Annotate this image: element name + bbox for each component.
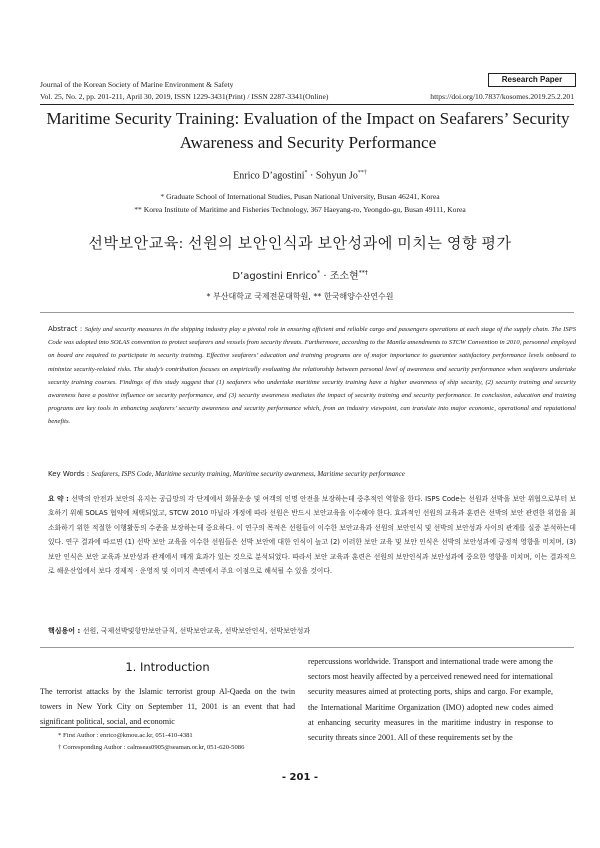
korean-author-line [0,267,600,282]
author-separator: · [307,170,316,182]
body-column-right: repercussions worldwide. Transport and international trade were among the sectors most heavily affected by a perceived renewed need for international security measures aimed at protecting ports, ships and cargo. For example, the International Maritime Organization (IMO) adopted new codes aimed at enhancing security measures in the maritime industry in response to security threats since 2001. All of these requirements set by the [308,657,553,743]
affiliation-1: * Graduate School of International Studies, Pusan National University, Busan 46241, Korea [160,192,440,201]
research-paper-badge: Research Paper [488,73,576,87]
section-heading-introduction: 1. Introduction [125,660,210,674]
korean-affiliation: * 부산대학교 국제전문대학원, ** 한국해양수산연수원 [206,292,394,301]
abstract [48,323,576,429]
header-rule [40,104,574,105]
author-1: Enrico D’agostini [233,170,305,182]
doi-link[interactable]: https://doi.org/10.7837/kosomes.2019.25.2.201 [430,92,574,101]
keywords-label: Key Words : [48,470,92,478]
korean-author-2: 조소현 [329,271,359,282]
korean-abstract-text: 선박의 안전과 보안의 유지는 공급망의 각 단계에서 화물운송 및 여객의 인명 안전을 보장하는데 중추적인 역할을 한다. ISPS Code는 선원과 선박을 보안 위협으로부터 보호하기 위해 SOLAS 협약에 채택되었고, STCW 2010 마닐라 개정에 따라 선원은 반드시 보안교육을 이수해야 한다. 효과적인 선원의 교육과 훈련은 선박의 보안 관련한 위험을 최소화하기 위한 적절한 이행활동의 수준을 보장하는데 중요하다. 이 연구의 목적은 선원들이 이수한 보안교육과 선원의 보안인식 및 선박의 보안성과 사이의 관계를 실증 분석하는데 있다. 연구 결과에 따르면 (1) 선박 보안 교육을 이수한 선원들은 선박 보안에 대한 인식이 높고 (2) 이러한 보안 교육 및 보안 인식은 선박의 보안성과에 긍정적 영향을 미치며, (3) 보안 인식은 보안 교육과 보안성과 관계에서 매개 효과가 있는 것으로 분석되었다. 따라서 보안 교육과 훈련은 선원의 보안인식과 보안성과에 중요한 영향을 미치며, 이는 결과적으로 해운산업에서 보다 경제적 · 운영적 및 이미지 측면에서 주요 이점으로 해석될 수 있을 것이다. [48,495,576,576]
korean-author-1-mark: * [317,269,321,277]
author-1-mark: * [304,170,308,176]
title-line-1: Maritime Security Training: Evaluation of the Impact on Seafarers’ Security [46,109,570,128]
author-2: Sohyun Jo [315,170,358,182]
korean-keywords-text: 선원, 국제선박및항만보안규칙, 선박보안교육, 선박보안인식, 선박보안성과 [82,627,311,635]
footnote-rule [40,727,150,728]
paper-title [30,107,586,155]
abstract-bottom-rule [40,647,574,648]
abstract-text: Safety and security measures in the shipping industry play a pivotal role in ensuring efficient and reliable cargo and passengers operations at each stage of the supply chain. The ISPS Code was adopted into SOLAS convention to protect seafarers and vessels from security threats. Furthermore, according to the Manila amendments to STCW Convention in 2010, personnel employed on board are required to participate in security training. Effective seafarers’ education and training programs are of major importance to guarantee satisfactory performance levels onboard to minimize security-related risks. The study’s contribution focuses on empirically evaluating the relationship between personal level of awareness and security performance when seafarers undertake security training courses. Findings of this study suggest that (1) seafarers who undertake maritime security training have a higher awareness of ship security, (2) security training and security awareness have a positive influence on security performance, and (3) security awareness mediates the impact of security training and security performance. In conclusion, education and training programs are key tools in enhancing seafarers’ security awareness and security performance which, from an industry viewpoint, can translate into major economic, operational and reputational benefits. [48,326,576,426]
journal-name: Journal of the Korean Society of Marine Environment & Safety [40,80,234,89]
title-line-2: Awareness and Security Performance [179,133,437,152]
korean-keywords-label: 핵심용어 : [48,627,83,635]
author-line [0,170,600,181]
korean-keywords [48,626,576,636]
korean-abstract-label: 요 약 : [48,495,72,503]
volume-line: Vol. 25, No. 2, pp. 201-211, April 30, 2019, ISSN 1229-3431(Print) / ISSN 2287-3341(Online) [40,92,329,101]
keywords-text: Seafarers, ISPS Code, Maritime security training, Maritime security awareness, Maritime security performance [91,470,405,478]
korean-abstract [48,492,576,578]
footnote-first-author: * First Author : enrico@kmou.ac.kr, 051-410-4381 [58,732,193,739]
author-2-mark: **† [357,170,367,176]
korean-author-1: D’agostini Enrico [232,271,318,282]
body-column-left: The terrorist attacks by the Islamic terrorist group Al-Qaeda on the twin towers in New York City on September 11, 2001 is an event that had significant political, social, and economic [40,687,295,727]
footnote-corresponding-author: † Corresponding Author : calmseas0905@seaman.or.kr, 051-620-5086 [58,744,245,751]
affiliation-2: ** Korea Institute of Maritime and Fisheries Technology, 367 Haeyang-ro, Yeongdo-gu, Busan 49111, Korea [134,205,466,214]
korean-title: 선박보안교육: 선원의 보안인식과 보안성과에 미치는 영향 평가 [88,236,512,252]
abstract-top-rule [40,312,574,313]
korean-author-separator: · [320,271,330,282]
abstract-label: Abstract : [48,325,85,333]
korean-author-2-mark: **† [358,269,368,277]
page-number: - 201 - [281,772,319,783]
keywords [48,470,576,478]
